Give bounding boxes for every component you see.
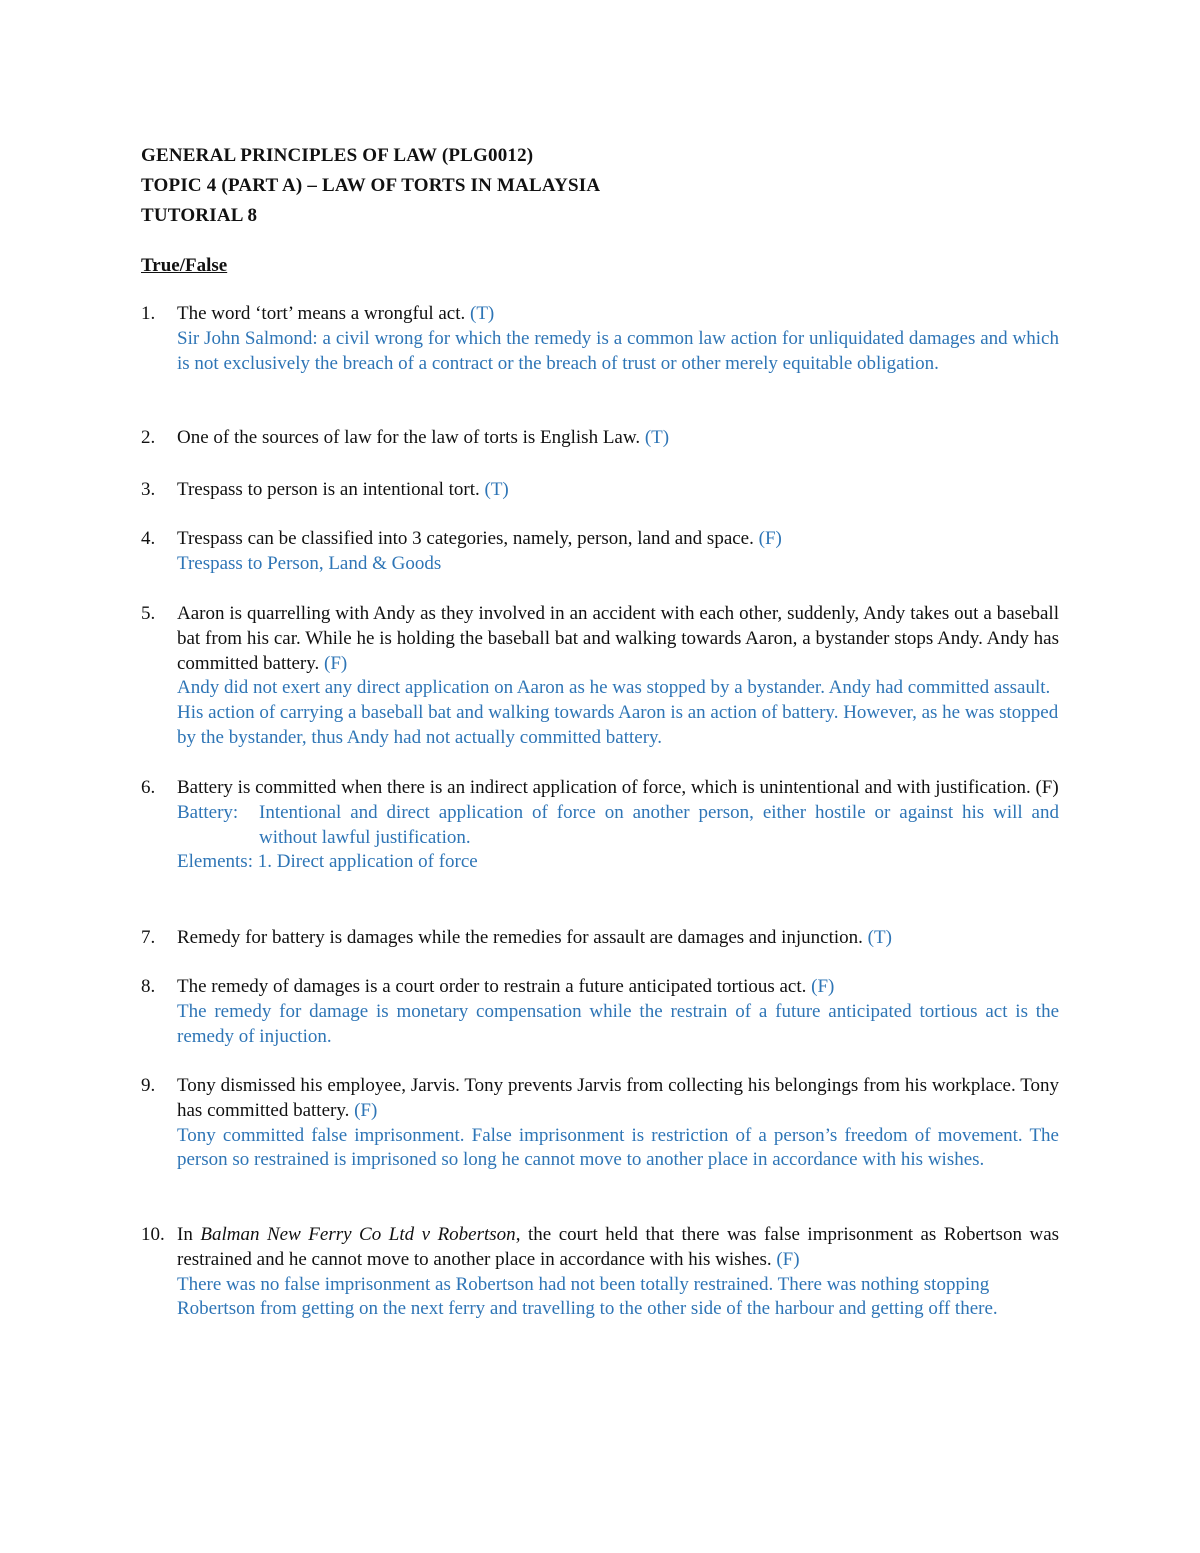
- question-text: In Balman New Ferry Co Ltd v Robertson, the court held that there was false imprisonment as Robertson was restrained and he cannot move to another place in accordance with his wishes. (F): [177, 1224, 1060, 1270]
- question-item-8: [141, 975, 1059, 1049]
- item-number: 5.: [141, 603, 156, 624]
- item-number: 1.: [141, 303, 156, 324]
- answer-tag: (F): [758, 528, 782, 549]
- definition-label: Battery:: [177, 801, 239, 823]
- battery-definition: [177, 801, 1059, 851]
- question-item-6: [141, 776, 1059, 875]
- course-title: GENERAL PRINCIPLES OF LAW (PLG0012): [141, 145, 534, 166]
- question-item-4: [141, 527, 1059, 577]
- answer-tag: (F): [776, 1248, 800, 1270]
- question-text: Trespass to person is an intentional tort. (T): [177, 479, 509, 500]
- answer-explanation: There was no false imprisonment as Robertson had not been totally restrained. There was nothing stopping Robertson from getting on the next ferry and travelling to the other side of the harbour and getting off there.: [177, 1273, 998, 1320]
- answer-tag: (T): [867, 927, 892, 948]
- question-item-9: [141, 1074, 1059, 1173]
- question-text: Tony dismissed his employee, Jarvis. Tony prevents Jarvis from collecting his belongings from his workplace. Tony has committed battery. (F): [177, 1075, 1059, 1121]
- answer-tag: (T): [644, 427, 670, 448]
- question-item-7: [141, 926, 1059, 951]
- item-number: 6.: [141, 777, 156, 798]
- answer-tag: (F): [324, 652, 348, 674]
- item-number: 3.: [141, 479, 156, 500]
- item-number: 2.: [141, 427, 156, 448]
- answer-tag: (F): [354, 1099, 378, 1121]
- question-text: Remedy for battery is damages while the remedies for assault are damages and injunction. (T): [177, 927, 892, 948]
- answer-explanation: Tony committed false imprisonment. False imprisonment is restriction of a person’s freedom of movement. The person so restrained is imprisoned so long he cannot move to another place in accordance with his wishes.: [177, 1124, 1059, 1171]
- item-number: 4.: [141, 528, 156, 549]
- document-header: [141, 141, 1061, 231]
- item-number: 7.: [141, 927, 156, 948]
- question-text: Battery is committed when there is an indirect application of force, which is unintentional and with justification. (F): [177, 777, 1059, 798]
- question-text: Aaron is quarrelling with Andy as they involved in an accident with each other, suddenly, Andy takes out a baseball bat from his car. While he is holding the baseball bat and walking towards Aaron, a bystander stops Andy. Andy has committed battery. (F): [177, 603, 1059, 674]
- answer-tag: (F): [811, 976, 835, 997]
- question-item-10: [141, 1223, 1059, 1322]
- item-number: 8.: [141, 976, 156, 997]
- tutorial-title: TUTORIAL 8: [141, 205, 258, 226]
- answer-explanation: Sir John Salmond: a civil wrong for which the remedy is a common law action for unliquidated damages and which is not exclusively the breach of a contract or the breach of trust or other merely equitable obligation.: [177, 327, 1059, 374]
- question-text: One of the sources of law for the law of torts is English Law. (T): [177, 427, 670, 448]
- answer-explanation: Trespass to Person, Land & Goods: [177, 552, 442, 574]
- case-name: Balman New Ferry Co Ltd v Robertson: [200, 1224, 516, 1245]
- question-text: The remedy of damages is a court order to restrain a future anticipated tortious act. (F): [177, 976, 835, 997]
- question-item-3: [141, 478, 1059, 503]
- definition-text: Intentional and direct application of force on another person, either hostile or against his will and without lawful justification.: [259, 801, 1059, 848]
- answer-tag: (T): [484, 479, 509, 500]
- topic-title: TOPIC 4 (PART A) – LAW OF TORTS IN MALAYSIA: [141, 175, 601, 196]
- section-title-true-false: True/False: [141, 255, 228, 276]
- answer-tag: (T): [470, 303, 495, 324]
- question-item-2: [141, 426, 1059, 451]
- battery-elements: Elements: 1. Direct application of force: [177, 851, 478, 873]
- item-number: 10.: [141, 1224, 165, 1245]
- answer-explanation: Andy did not exert any direct application on Aaron as he was stopped by a bystander. Andy had committed assault. His action of carrying a baseball bat and walking towards Aaron is an action of battery. However, as he was stopped by the bystander, thus Andy had not actually committed battery.: [177, 677, 1059, 748]
- item-number: 9.: [141, 1075, 156, 1096]
- answer-tag: (F): [1035, 777, 1059, 798]
- question-item-5: [141, 602, 1059, 751]
- question-text: Trespass can be classified into 3 categories, namely, person, land and space. (F): [177, 528, 782, 549]
- answer-explanation: The remedy for damage is monetary compensation while the restrain of a future anticipated tortious act is the remedy of injuction.: [177, 1000, 1059, 1047]
- question-item-1: [141, 302, 1059, 376]
- question-text: The word ‘tort’ means a wrongful act. (T): [177, 303, 495, 324]
